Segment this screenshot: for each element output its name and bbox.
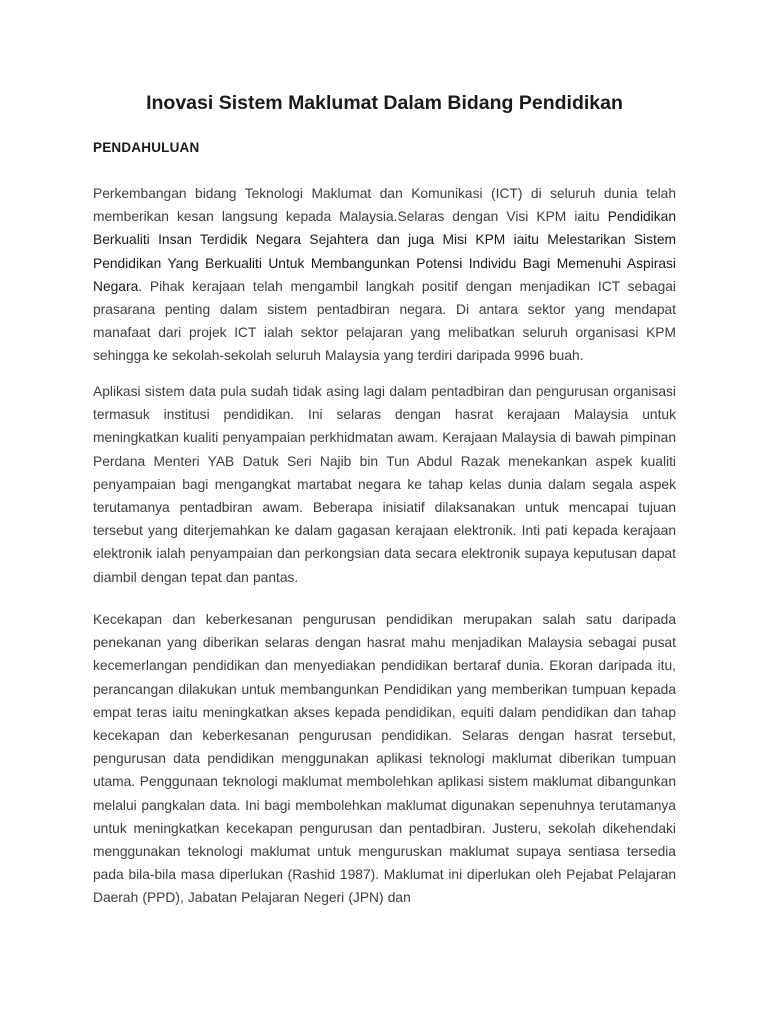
paragraph-1 — [93, 182, 676, 368]
paragraph-2: Aplikasi sistem data pula sudah tidak asing lagi dalam pentadbiran dan pengurusan organisasi termasuk institusi pendidikan. Ini selaras dengan hasrat kerajaan Malaysia untuk meningkatkan kualiti penyampaian perkhidmatan awam. Kerajaan Malaysia di bawah pimpinan Perdana Menteri YAB Datuk Seri Najib bin Tun Abdul Razak menekankan aspek kualiti penyampaian bagi mengangkat martabat negara ke tahap kelas dunia dalam segala aspek terutamanya pentadbiran awam. Beberapa inisiatif dilaksanakan untuk mencapai tujuan tersebut yang diterjemahkan ke dalam gagasan kerajaan elektronik. Inti pati kepada kerajaan elektronik ialah penyampaian dan perkongsian data secara elektronik supaya keputusan dapat diambil dengan tepat dan pantas. — [93, 384, 676, 585]
paragraph-1-rest: Pihak kerajaan telah mengambil langkah positif dengan menjadikan ICT sebagai prasarana penting dalam sistem pentadbiran negara. Di antara sektor yang mendapat manafaat dari projek ICT ialah sektor pelajaran yang melibatkan seluruh organisasi KPM sehingga ke sekolah-sekolah seluruh Malaysia yang terdiri daripada 9996 buah. — [93, 278, 676, 364]
paragraph-1-intro: Perkembangan bidang Teknologi Maklumat dan Komunikasi (ICT) di seluruh dunia telah memberikan kesan langsung kepada Malaysia.Selaras dengan Visi KPM iaitu — [93, 186, 676, 225]
document-title: Inovasi Sistem Maklumat Dalam Bidang Pendidikan — [146, 92, 623, 114]
paragraph-3: Kecekapan dan keberkesanan pengurusan pendidikan merupakan salah satu daripada penekanan yang diberikan selaras dengan hasrat mahu menjadikan Malaysia sebagai pusat kecemerlangan pendidikan dan menyediakan pendidikan bertaraf dunia. Ekoran daripada itu, perancangan dilakukan untuk membangunkan Pendidikan yang memberikan tumpuan kepada empat teras iaitu meningkatkan akses kepada pendidikan, equiti dalam pendidikan dan tahap kecekapan dan keberkesanan pengurusan pendidikan. Selaras dengan hasrat tersebut, pengurusan data pendidikan menggunakan aplikasi teknologi maklumat diberikan tumpuan utama. Penggunaan teknologi maklumat membolehkan aplikasi sistem maklumat dibangunkan melalui pangkalan data. Ini bagi membolehkan maklumat digunakan sepenuhnya terutamanya untuk meningkatkan kecekapan pengurusan dan pentadbiran. Justeru, sekolah dikehendaki menggunakan teknologi maklumat untuk menguruskan maklumat supaya sentiasa tersedia pada bila-bila masa diperlukan (Rashid 1987). Maklumat ini diperlukan oleh Pejabat Pelajaran Daerah (PPD), Jabatan Pelajaran Negeri (JPN) dan — [93, 612, 676, 906]
paragraph-1-vision-mission: Pendidikan Berkualiti Insan Terdidik Negara Sejahtera dan juga Misi KPM iaitu Melestarikan Sistem Pendidikan Yang Berkualiti Untuk Membangunkan Potensi Individu Bagi Memenuhi Aspirasi Negara. — [93, 209, 676, 294]
section-heading: PENDAHULUAN — [93, 140, 200, 155]
